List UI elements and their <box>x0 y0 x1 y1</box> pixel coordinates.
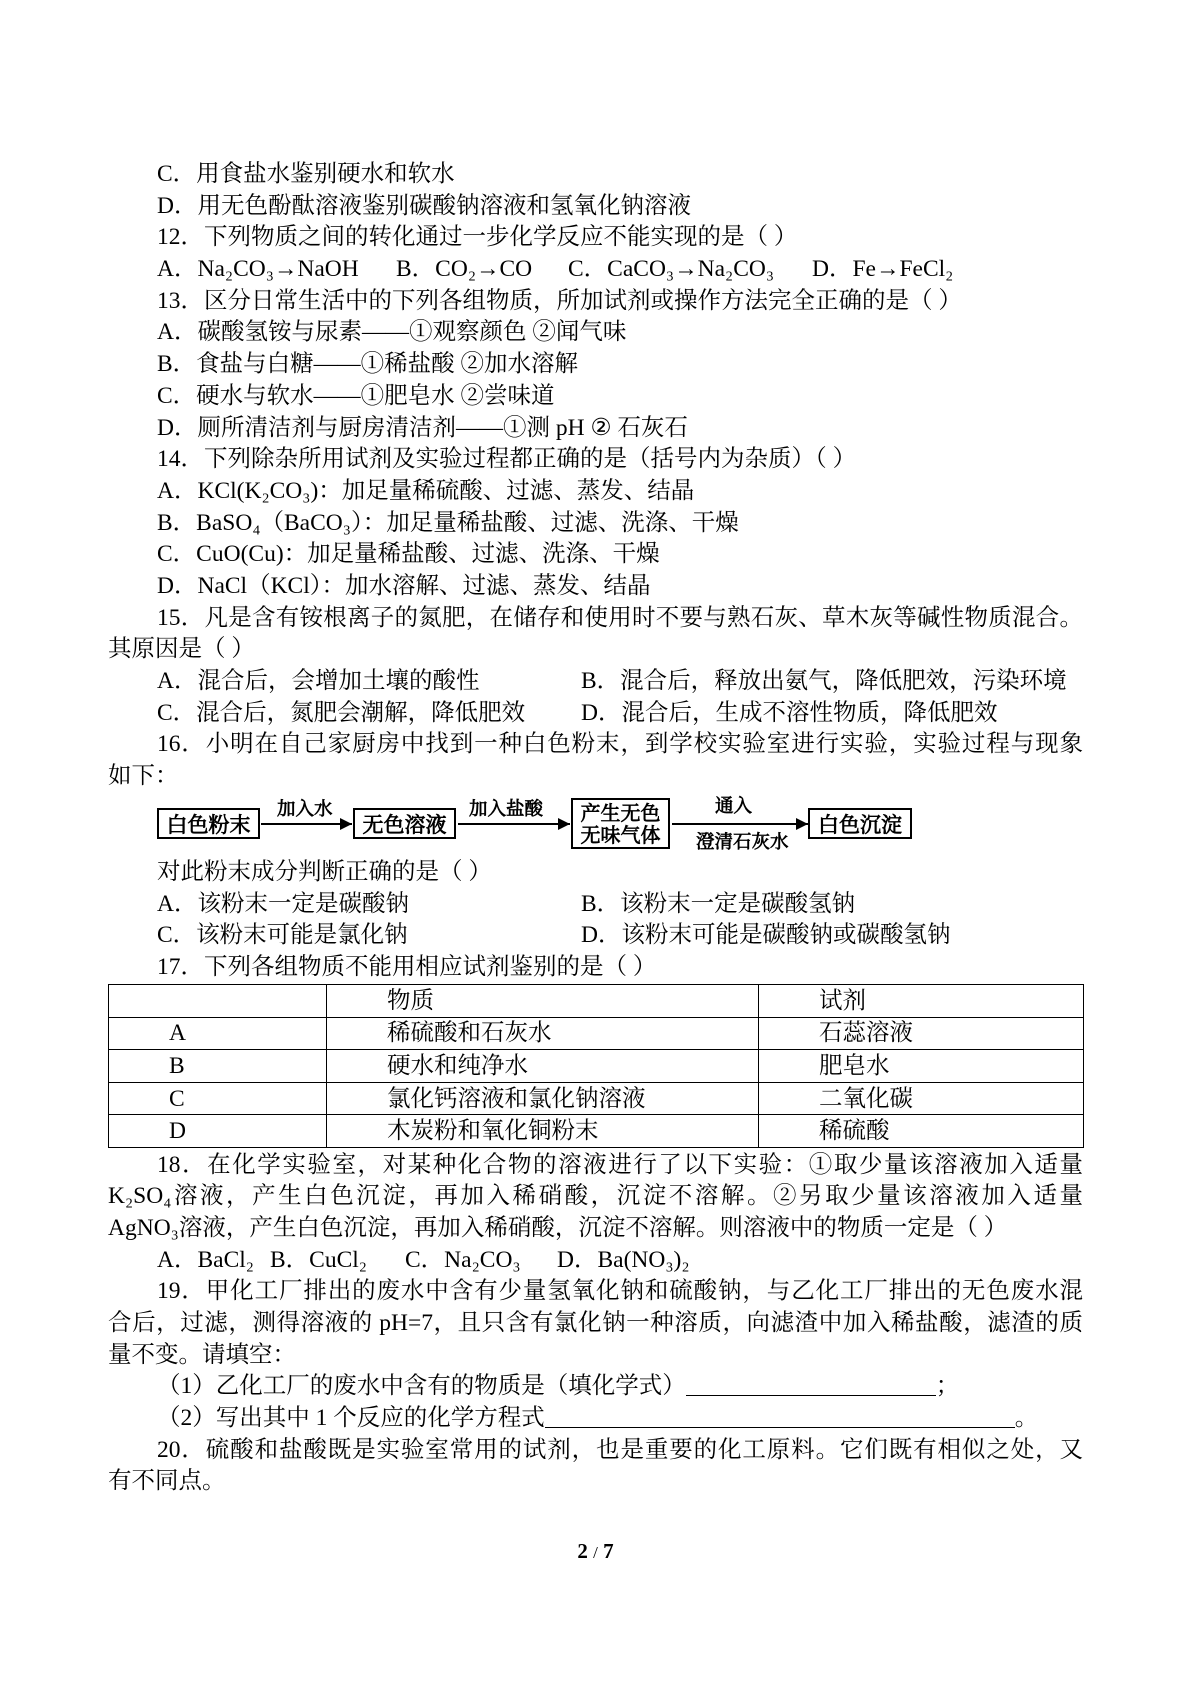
flow-box-gas-line-2: 无味气体 <box>580 822 661 847</box>
q15-option-d: D．混合后，生成不溶性物质，降低肥效 <box>581 699 998 726</box>
flow-box-white-precipitate-label: 白色沉淀 <box>818 812 902 837</box>
q18-stem-line-3: AgNO₃溶液，产生白色沉淀，再加入稀硝酸，沉淀不溶解。则溶液中的物质一定是（ ） <box>108 1214 1008 1241</box>
table-row-reagent: 肥皂水 <box>759 1050 1084 1083</box>
q14-option-a: A．KCl(K₂CO₃)：加足量稀硫酸、过滤、蒸发、结晶 <box>157 477 695 504</box>
q14-option-d: D．NaCl（KCl）：加水溶解、过滤、蒸发、结晶 <box>157 572 651 599</box>
q15-option-c: C．混合后，氮肥会潮解，降低肥效 <box>157 699 526 726</box>
table-row-label: B <box>109 1050 327 1083</box>
q19-subquestion-1-end: ； <box>935 1373 960 1400</box>
table-row-substance: 稀硫酸和石灰水 <box>327 1017 759 1050</box>
q16-stem-line-2: 如下： <box>108 763 179 790</box>
q19-subquestion-1-text: （1）乙化工厂的废水中含有的物质是（填化学式） <box>157 1373 686 1400</box>
q13-option-c: C．硬水与软水——①肥皂水 ②尝味道 <box>157 382 555 409</box>
q16-option-a: A．该粉末一定是碳酸钠 <box>157 890 409 917</box>
q11-option-c: C．用食盐水鉴别硬水和软水 <box>157 161 455 187</box>
flow-arrow-3-label-above: 通入 <box>715 796 753 817</box>
experiment-flow-diagram <box>157 797 917 855</box>
q14-option-b: B．BaSO₄（BaCO₃）：加足量稀盐酸、过滤、洗涤、干燥 <box>157 509 739 536</box>
q18-options-row <box>108 1245 1083 1277</box>
q12-option-d: D．Fe→FeCl₂ <box>812 256 954 283</box>
q13-option-a: A．碳酸氢铵与尿素——①观察颜色 ②闻气味 <box>157 319 627 346</box>
q19-stem-line-3: 量不变。请填空： <box>108 1341 296 1368</box>
q15-stem-line-1: 15．凡是含有铵根离子的氮肥，在储存和使用时不要与熟石灰、草木灰等碱性物质混合。 <box>157 604 1083 631</box>
q13-option-d: D．厕所清洁剂与厨房清洁剂——①测 pH ② 石灰石 <box>157 414 688 441</box>
q16-option-d: D．该粉末可能是碳酸钠或碳酸氢钠 <box>581 922 951 949</box>
table-row-reagent: 二氧化碳 <box>759 1082 1084 1115</box>
page-separator: / <box>593 1543 598 1562</box>
table-row-label: A <box>109 1017 327 1050</box>
table-row-substance: 氯化钙溶液和氯化钠溶液 <box>327 1082 759 1115</box>
table-header-reagent: 试剂 <box>759 985 1084 1018</box>
q13-option-b: B．食盐与白糖——①稀盐酸 ②加水溶解 <box>157 351 579 378</box>
q12-option-c: C．CaCO₃→Na₂CO₃ <box>568 256 775 283</box>
q16-option-c: C．该粉末可能是氯化钠 <box>157 922 408 949</box>
flow-box-colorless-solution-label: 无色溶液 <box>362 812 447 837</box>
table-row <box>109 1115 1084 1148</box>
flow-box-white-powder-label: 白色粉末 <box>166 812 251 837</box>
flow-arrow-1 <box>261 823 352 825</box>
table-row <box>109 1050 1084 1083</box>
table-row <box>109 1017 1084 1050</box>
page-number <box>0 1539 1191 1565</box>
q17-reagent-table <box>108 984 1084 1148</box>
q19-subquestion-1 <box>108 1371 1083 1403</box>
q19-stem-line-1: 19．甲化工厂排出的废水中含有少量氢氧化钠和硫酸钠，与乙化工厂排出的无色废水混 <box>157 1278 1083 1305</box>
q16-options-row-2 <box>108 920 1083 952</box>
q18-option-d: D．Ba(NO₃)₂ <box>557 1246 690 1273</box>
flow-box-white-powder <box>157 808 260 839</box>
table-row-reagent: 石蕊溶液 <box>759 1017 1084 1050</box>
flow-box-white-precipitate <box>808 808 912 839</box>
q20-stem-line-1: 20．硫酸和盐酸既是实验室常用的试剂，也是重要的化工原料。它们既有相似之处，又 <box>157 1436 1083 1463</box>
q16-option-b: B．该粉末一定是碳酸氢钠 <box>581 890 856 917</box>
q16-options-row-1 <box>108 889 1083 921</box>
flow-box-gas <box>571 798 670 849</box>
table-row-substance: 木炭粉和氧化铜粉末 <box>327 1115 759 1148</box>
q15-stem-line-2: 其原因是（ ） <box>108 636 255 663</box>
q15-options-row-2 <box>108 698 1083 730</box>
q15-options-row-1 <box>108 666 1083 698</box>
q12-stem: 12．下列物质之间的转化通过一步化学反应不能实现的是（ ） <box>157 224 798 251</box>
flow-arrow-2 <box>458 823 570 825</box>
q19-subquestion-2-text: （2）写出其中 1 个反应的化学方程式 <box>157 1405 545 1431</box>
table-row-reagent: 稀硫酸 <box>759 1115 1084 1148</box>
q16-question: 对此粉末成分判断正确的是（ ） <box>157 859 492 885</box>
table-row-substance: 硬水和纯净水 <box>327 1050 759 1083</box>
q13-stem: 13．区分日常生活中的下列各组物质，所加试剂或操作方法完全正确的是（ ） <box>157 287 962 314</box>
q15-option-a: A．混合后，会增加土壤的酸性 <box>157 668 480 694</box>
table-row <box>109 1082 1084 1115</box>
q17-stem: 17．下列各组物质不能用相应试剂鉴别的是（ ） <box>157 954 657 981</box>
total-pages: 7 <box>603 1539 614 1563</box>
q18-option-c: C．Na₂CO₃ <box>405 1246 521 1273</box>
q19-stem-line-2: 合后，过滤，测得溶液的 pH=7，且只含有氯化钠一种溶质，向滤渣中加入稀盐酸，滤渣的质 <box>108 1309 1083 1336</box>
q15-option-b: B．混合后，释放出氨气，降低肥效，污染环境 <box>581 668 1067 694</box>
table-header-row <box>109 985 1084 1018</box>
q16-stem-line-1: 16．小明在自己家厨房中找到一种白色粉末，到学校实验室进行实验，实验过程与现象 <box>157 731 1083 758</box>
questions-16-17 <box>108 857 1083 984</box>
questions-18-to-20 <box>108 1150 1083 1499</box>
q20-stem-line-2: 有不同点。 <box>108 1468 226 1495</box>
q11-option-d: D．用无色酚酞溶液鉴别碳酸钠溶液和氢氧化钠溶液 <box>157 192 691 219</box>
table-row-label: C <box>109 1082 327 1115</box>
table-row-label: D <box>109 1115 327 1148</box>
q18-option-a: A．BaCl₂ <box>157 1246 254 1273</box>
current-page: 2 <box>577 1539 588 1563</box>
flow-arrow-1-label: 加入水 <box>277 799 333 820</box>
table-header-substance: 物质 <box>327 985 759 1018</box>
q18-stem-line-1: 18．在化学实验室，对某种化合物的溶液进行了以下实验：①取少量该溶液加入适量 <box>157 1151 1083 1178</box>
q18-stem-line-2: K₂SO₄溶液，产生白色沉淀，再加入稀硝酸，沉淀不溶解。②另取少量该溶液加入适量 <box>108 1183 1083 1210</box>
q12-option-b: B．CO₂→CO <box>396 256 533 283</box>
flow-box-colorless-solution <box>353 808 456 839</box>
answer-blank-1 <box>686 1377 936 1396</box>
q19-subquestion-2-end: 。 <box>1014 1405 1039 1431</box>
flow-arrow-3 <box>672 823 808 825</box>
table-header-empty <box>109 985 327 1018</box>
q19-subquestion-2 <box>108 1403 1083 1435</box>
q14-stem: 14．下列除杂所用试剂及实验过程都正确的是（括号内为杂质）（ ） <box>157 446 857 473</box>
flow-arrow-3-label-below: 澄清石灰水 <box>696 832 789 853</box>
q18-option-b: B．CuCl₂ <box>270 1246 367 1273</box>
questions-11-to-16 <box>108 159 1083 793</box>
answer-blank-2 <box>545 1409 1015 1428</box>
q14-option-c: C．CuO(Cu)：加足量稀盐酸、过滤、洗涤、干燥 <box>157 541 660 568</box>
q12-options-row <box>108 254 1083 286</box>
flow-arrow-2-label: 加入盐酸 <box>469 799 544 820</box>
q12-option-a: A．Na₂CO₃→NaOH <box>157 256 359 283</box>
flow-box-gas-line-1: 产生无色 <box>580 800 661 825</box>
